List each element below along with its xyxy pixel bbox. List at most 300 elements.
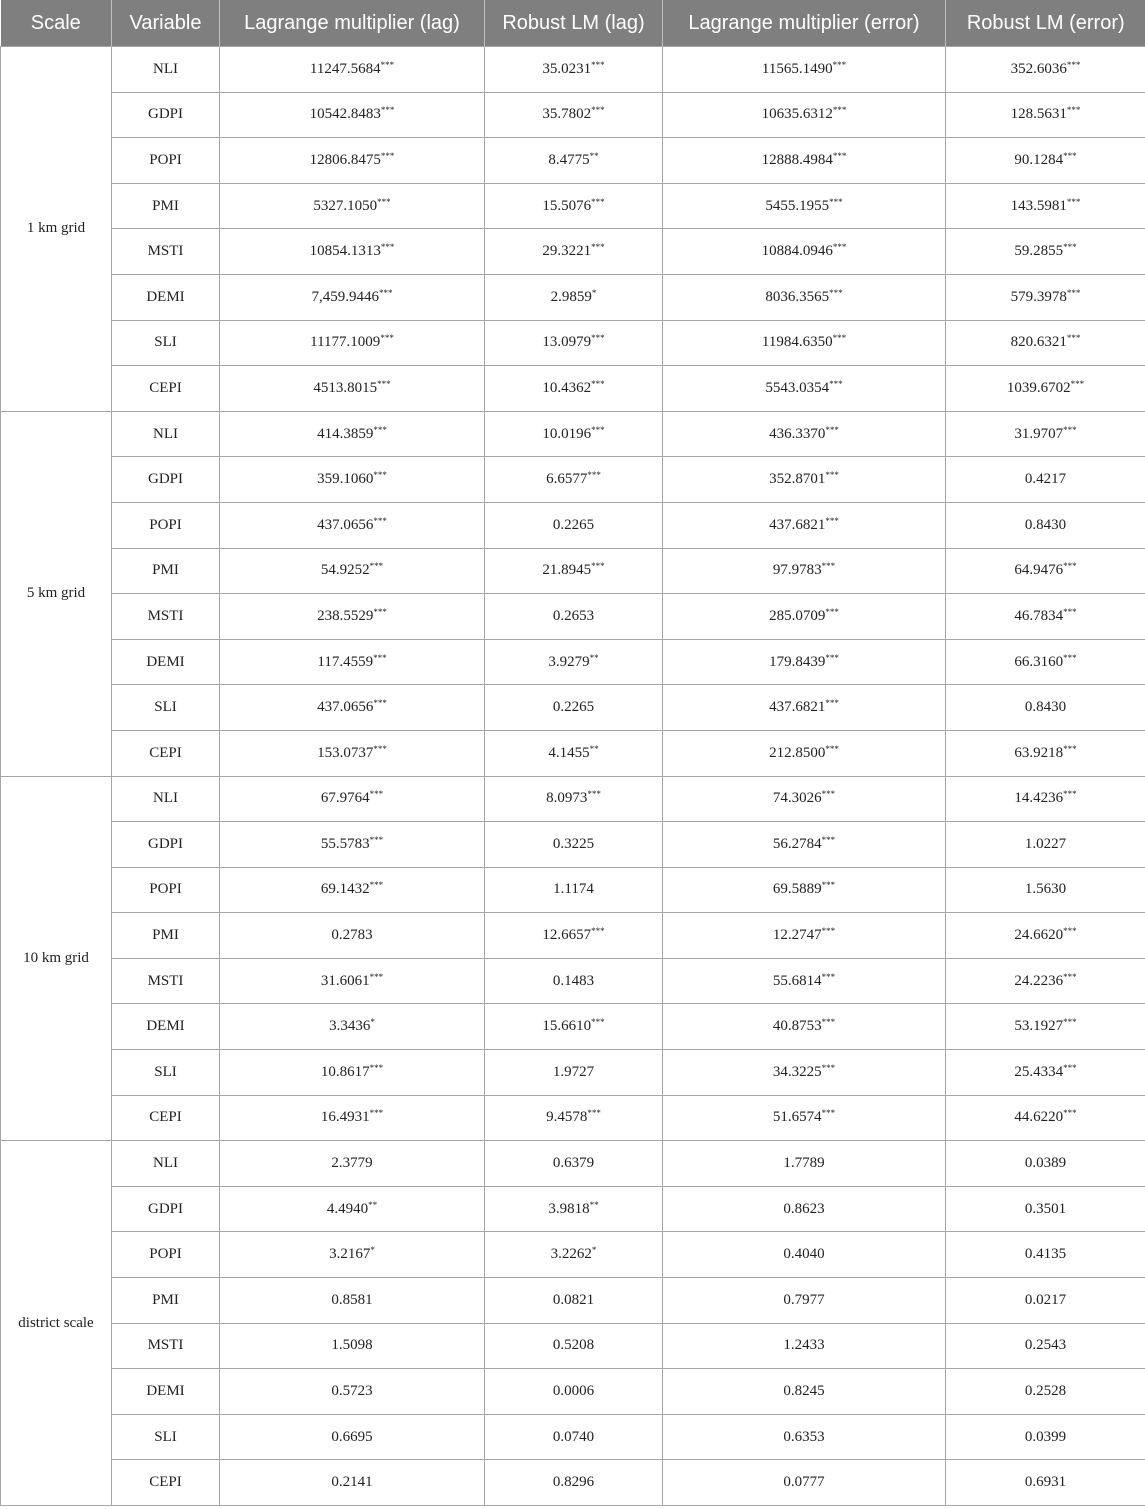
variable-cell: DEMI [112,639,220,685]
value-number: 0.6379 [552,1155,595,1172]
value-cell [946,1278,1145,1324]
value-number: 24.2236 [1014,972,1064,989]
table-row [1,502,1145,548]
header-robust-lm-error: Robust LM (error) [946,0,1145,47]
value-number: 59.2855 [1014,243,1064,260]
value-number: 10884.0946 [761,243,833,260]
value-cell [663,867,946,913]
table-row [1,776,1145,822]
value-cell [663,685,946,731]
header-lm-lag: Lagrange multiplier (lag) [220,0,485,47]
significance-marker: *** [380,105,395,116]
value-number: 10.0196 [542,425,592,442]
variable-cell: GDPI [112,92,220,138]
significance-marker: *** [832,242,847,253]
value-number: 12806.8475 [309,151,381,168]
header-scale: Scale [1,0,112,47]
value-cell [946,183,1145,229]
value-number: 90.1284 [1014,151,1064,168]
value-cell [946,548,1145,594]
table-row [1,685,1145,731]
value-number: 31.9707 [1014,425,1064,442]
value-cell [946,320,1145,366]
value-cell [485,822,663,868]
value-cell [946,867,1145,913]
variable-cell: GDPI [112,1186,220,1232]
significance-marker: *** [377,196,391,207]
significance-marker: *** [821,1017,836,1028]
value-cell [946,1369,1145,1415]
value-number: 0.8296 [552,1474,595,1491]
significance-marker: *** [379,287,393,298]
value-number: 1.0227 [1024,835,1067,852]
value-cell [220,913,485,959]
value-number: 24.6620 [1014,927,1064,944]
value-cell [220,822,485,868]
table-row [1,822,1145,868]
value-cell [946,274,1145,320]
value-number: 46.7834 [1014,607,1064,624]
significance-marker: *** [373,606,387,617]
table-row [1,1414,1145,1460]
variable-cell: CEPI [112,730,220,776]
significance-marker: *** [825,470,839,481]
table-row [1,1004,1145,1050]
value-number: 54.9252 [320,562,370,579]
value-number: 15.6610 [542,1018,592,1035]
value-cell [663,92,946,138]
value-number: 352.6036 [1010,60,1067,77]
significance-marker: *** [380,150,395,161]
variable-cell: PMI [112,548,220,594]
significance-marker: *** [380,59,395,70]
value-number: 0.4135 [1024,1246,1067,1263]
significance-marker: *** [373,424,387,435]
value-cell [485,92,663,138]
value-cell [663,1278,946,1324]
value-cell [663,913,946,959]
value-number: 2.3779 [331,1155,373,1172]
value-number: 0.6931 [1024,1474,1067,1491]
header-row [1,0,1145,47]
value-cell [946,822,1145,868]
value-cell [220,867,485,913]
value-number: 8.0973 [546,790,588,807]
value-cell [220,229,485,275]
significance-marker: *** [373,470,387,481]
value-number: 0.2528 [1024,1383,1067,1400]
value-number: 117.4559 [317,653,374,670]
significance-marker: *** [1063,1017,1077,1028]
value-cell [663,1369,946,1415]
value-number: 3.9279 [548,653,590,670]
significance-marker: *** [591,105,605,116]
value-number: 4.4940 [326,1200,369,1217]
value-number: 16.4931 [320,1109,370,1126]
table-row [1,92,1145,138]
value-number: 1.2433 [783,1337,825,1354]
value-number: 3.9818 [548,1200,590,1217]
significance-marker: *** [591,333,605,344]
value-number: 3.2167 [329,1246,371,1263]
significance-marker: * [370,1017,375,1028]
value-cell [485,1050,663,1096]
value-number: 0.7977 [783,1291,825,1308]
value-cell [485,639,663,685]
value-number: 11565.1490 [761,60,833,77]
value-number: 820.6321 [1010,334,1067,351]
value-number: 35.7802 [542,106,592,123]
value-cell [946,594,1145,640]
value-cell [946,1460,1145,1506]
value-cell [220,138,485,184]
value-cell [220,47,485,93]
value-number: 0.8581 [331,1291,373,1308]
significance-marker: *** [1063,789,1077,800]
variable-cell: NLI [112,411,220,457]
value-number: 0.2141 [331,1474,373,1491]
value-cell [485,913,663,959]
value-cell [946,1095,1145,1141]
value-cell [663,730,946,776]
variable-cell: MSTI [112,229,220,275]
table-row [1,1460,1145,1506]
value-number: 0.4040 [783,1246,825,1263]
value-number: 414.3859 [317,425,374,442]
table-row [1,913,1145,959]
value-number: 0.3501 [1024,1200,1067,1217]
variable-cell: SLI [112,1050,220,1096]
value-cell [220,1414,485,1460]
variable-cell: DEMI [112,274,220,320]
value-number: 11247.5684 [309,60,381,77]
value-cell [220,411,485,457]
value-cell [220,639,485,685]
value-number: 143.5981 [1010,197,1067,214]
significance-marker: *** [821,1108,836,1119]
value-number: 0.8430 [1024,516,1067,533]
value-number: 437.6821 [769,699,826,716]
header-variable: Variable [112,0,220,47]
value-cell [663,1323,946,1369]
table-row [1,1095,1145,1141]
value-number: 21.8945 [542,562,592,579]
value-cell [663,183,946,229]
value-number: 1.5630 [1024,881,1067,898]
variable-cell: MSTI [112,594,220,640]
significance-marker: *** [821,880,836,891]
significance-marker: *** [591,1017,605,1028]
significance-marker: ** [589,1199,599,1210]
value-cell [946,1186,1145,1232]
table-row [1,958,1145,1004]
value-cell [946,47,1145,93]
value-cell [220,366,485,412]
significance-marker: *** [1066,105,1081,116]
value-number: 10.8617 [320,1063,370,1080]
value-cell [485,1323,663,1369]
value-number: 0.6353 [783,1428,825,1445]
significance-marker: *** [1063,242,1077,253]
significance-marker: *** [821,1062,836,1073]
table-row [1,867,1145,913]
value-cell [485,548,663,594]
value-cell [663,958,946,1004]
value-cell [663,1232,946,1278]
significance-marker: *** [832,59,847,70]
value-number: 66.3160 [1014,653,1064,670]
value-cell [663,822,946,868]
value-cell [663,320,946,366]
value-number: 40.8753 [772,1018,822,1035]
value-number: 8.4775 [548,151,590,168]
value-cell [946,1050,1145,1096]
value-cell [663,1095,946,1141]
table-row [1,47,1145,93]
table-row [1,1369,1145,1415]
value-cell [663,502,946,548]
value-cell [946,1141,1145,1187]
value-number: 67.9764 [320,790,370,807]
value-number: 437.0656 [317,699,374,716]
value-cell [946,776,1145,822]
value-cell [663,47,946,93]
significance-marker: *** [591,926,605,937]
variable-cell: POPI [112,138,220,184]
value-cell [485,685,663,731]
variable-cell: SLI [112,320,220,366]
scale-cell: 10 km grid [1,776,112,1141]
significance-marker: *** [1066,196,1081,207]
variable-cell: CEPI [112,366,220,412]
value-number: 74.3026 [772,790,822,807]
significance-marker: *** [380,242,395,253]
value-cell [946,502,1145,548]
significance-marker: *** [1063,424,1077,435]
value-cell [663,1414,946,1460]
value-cell [663,1050,946,1096]
significance-marker: *** [1063,743,1077,754]
value-number: 3.2262 [550,1246,592,1263]
value-cell [220,1323,485,1369]
significance-marker: *** [821,926,836,937]
significance-marker: *** [1063,1108,1077,1119]
value-number: 0.2653 [552,607,595,624]
variable-cell: NLI [112,776,220,822]
value-cell [485,457,663,503]
value-cell [485,1186,663,1232]
significance-marker: *** [832,150,847,161]
value-number: 31.6061 [320,972,370,989]
significance-marker: *** [1070,378,1085,389]
variable-cell: CEPI [112,1095,220,1141]
table-body [1,47,1145,1506]
value-number: 436.3370 [769,425,826,442]
value-cell [946,411,1145,457]
value-cell [220,320,485,366]
value-number: 12.6657 [542,927,592,944]
value-number: 56.2784 [772,835,822,852]
value-cell [663,229,946,275]
value-number: 0.2543 [1024,1337,1067,1354]
value-cell [663,1460,946,1506]
table-row [1,548,1145,594]
variable-cell: PMI [112,183,220,229]
value-number: 53.1927 [1014,1018,1064,1035]
value-cell [485,274,663,320]
significance-marker: *** [829,196,843,207]
significance-marker: *** [825,652,839,663]
value-cell [220,594,485,640]
value-number: 4513.8015 [313,379,378,396]
value-cell [663,1141,946,1187]
value-number: 212.8500 [769,744,826,761]
significance-marker: *** [825,743,839,754]
value-cell [663,776,946,822]
table-row [1,1141,1145,1187]
value-number: 0.0006 [552,1383,595,1400]
value-cell [946,958,1145,1004]
significance-marker: *** [829,378,843,389]
value-number: 128.5631 [1010,106,1067,123]
value-number: 0.8430 [1024,699,1067,716]
value-number: 1.5098 [331,1337,373,1354]
value-number: 11177.1009 [310,334,381,351]
table-row [1,1278,1145,1324]
value-number: 7,459.9446 [311,288,379,305]
value-number: 97.9783 [772,562,822,579]
significance-marker: *** [591,242,605,253]
value-cell [220,1460,485,1506]
value-number: 15.5076 [542,197,592,214]
value-number: 64.9476 [1014,562,1064,579]
value-cell [946,366,1145,412]
value-cell [485,1460,663,1506]
value-cell [220,1004,485,1050]
variable-cell: GDPI [112,822,220,868]
value-number: 0.0821 [552,1291,595,1308]
table-row [1,138,1145,184]
value-cell [220,685,485,731]
value-number: 0.0389 [1024,1155,1067,1172]
variable-cell: NLI [112,47,220,93]
value-number: 63.9218 [1014,744,1064,761]
table-row [1,594,1145,640]
value-number: 1.1174 [553,881,594,898]
table-row [1,1186,1145,1232]
value-number: 0.0740 [552,1428,595,1445]
value-number: 55.6814 [772,972,822,989]
value-number: 0.2783 [331,927,373,944]
value-cell [663,138,946,184]
value-cell [220,958,485,1004]
value-cell [485,1004,663,1050]
value-cell [485,138,663,184]
value-number: 29.3221 [542,243,592,260]
significance-marker: *** [591,561,605,572]
table-row [1,1232,1145,1278]
value-cell [946,639,1145,685]
value-cell [946,730,1145,776]
variable-cell: POPI [112,502,220,548]
table-row [1,639,1145,685]
variable-cell: SLI [112,1414,220,1460]
value-number: 69.5889 [772,881,822,898]
value-cell [663,548,946,594]
significance-marker: *** [1066,333,1081,344]
value-cell [220,1369,485,1415]
value-cell [220,1050,485,1096]
value-cell [485,1095,663,1141]
table-row [1,183,1145,229]
significance-marker: *** [369,1108,384,1119]
significance-marker: *** [373,652,387,663]
variable-cell: DEMI [112,1369,220,1415]
table-row [1,274,1145,320]
value-number: 12.2747 [772,927,822,944]
value-cell [485,1278,663,1324]
significance-marker: *** [369,561,384,572]
value-cell [663,1004,946,1050]
variable-cell: PMI [112,913,220,959]
significance-marker: ** [368,1199,378,1210]
value-cell [946,92,1145,138]
value-cell [485,502,663,548]
value-number: 0.1483 [552,972,595,989]
value-number: 6.6577 [546,471,588,488]
scale-cell: 5 km grid [1,411,112,776]
variable-cell: MSTI [112,958,220,1004]
value-cell [485,183,663,229]
value-number: 0.0399 [1024,1428,1067,1445]
significance-marker: *** [829,287,843,298]
variable-cell: MSTI [112,1323,220,1369]
table-row [1,730,1145,776]
value-number: 35.0231 [542,60,592,77]
value-cell [946,1323,1145,1369]
table-row [1,1050,1145,1096]
value-number: 0.2265 [552,516,595,533]
significance-marker: *** [821,971,836,982]
value-cell [220,548,485,594]
significance-marker: *** [1063,561,1077,572]
significance-marker: ** [589,652,599,663]
value-cell [946,457,1145,503]
significance-marker: *** [587,1108,601,1119]
value-cell [220,502,485,548]
value-number: 579.3978 [1010,288,1067,305]
significance-marker: *** [380,333,394,344]
value-number: 5543.0354 [765,379,830,396]
value-number: 0.5723 [331,1383,373,1400]
value-cell [663,366,946,412]
significance-marker: * [370,1245,375,1256]
significance-marker: *** [591,59,605,70]
value-number: 1.7789 [783,1155,825,1172]
value-cell [663,1186,946,1232]
scale-cell: district scale [1,1141,112,1506]
value-number: 437.0656 [317,516,374,533]
significance-marker: *** [591,424,605,435]
value-number: 1039.6702 [1006,379,1071,396]
variable-cell: POPI [112,1232,220,1278]
value-cell [946,1414,1145,1460]
value-number: 5455.1955 [765,197,830,214]
value-cell [485,730,663,776]
significance-marker: *** [825,606,839,617]
value-number: 25.4334 [1014,1063,1064,1080]
value-number: 153.0737 [317,744,374,761]
